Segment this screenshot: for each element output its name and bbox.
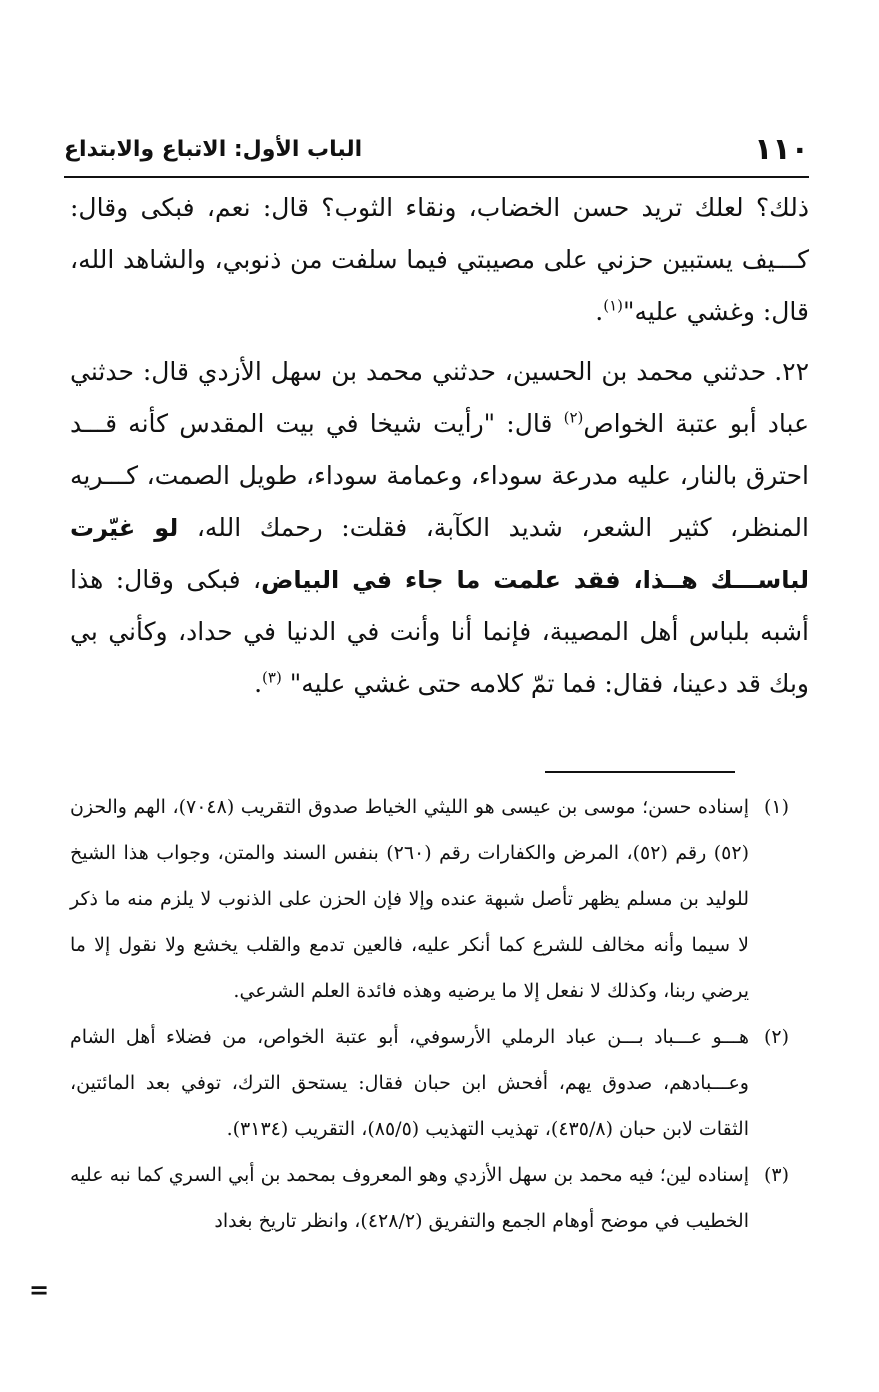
paragraph-1-text: ذلك؟ لعلك تريد حسن الخضاب، ونقاء الثوب؟ قال: نعم، فبكى وقال: كـــيف يستبين حزني على مصيبتي فيما سلفت من ذنوبي، والشاهد الله، قال: وغشي عليه": [70, 193, 809, 326]
hadith-text-part2: قال: "رأيت شيخا في بيت المقدس كأنه قـــد احترق بالنار، عليه مدرعة سوداء، وعمامة سوداء، طويل الصمت، كـــريه المنظر، كثير الشعر، شديد الكآبة، فقلت: رحمك الله،: [70, 409, 809, 542]
page-header: [64, 126, 809, 172]
footnote-number: (١): [763, 796, 789, 818]
footnote-ref-3: (٣): [262, 668, 282, 687]
page-number: ١١٠: [754, 131, 809, 167]
hadith-22: [70, 346, 809, 710]
footnote-number: (٣): [763, 1164, 789, 1186]
continuation-mark: =: [28, 1276, 50, 1304]
hadith-text-part3: ، فبكى وقال: هذا أشبه بلباس أهل المصيبة، فإنما أنا وأنت في الدنيا في حداد، وكأني بي وبك قد دعينا، فقال: فما تمّ كلامه حتى غشي عليه": [70, 565, 809, 698]
paragraph-1-tail: .: [595, 297, 604, 326]
paragraph-1: [70, 182, 809, 338]
hadith-bold-phrase: لو غيّرت لباســـك هــذا، فقد علمت ما جاء في البياض: [70, 514, 810, 594]
chapter-title: الباب الأول: الاتباع والابتداع: [64, 136, 363, 162]
footnote-ref-1: (١): [603, 296, 624, 315]
footnote-3: [70, 1152, 789, 1244]
footnote-1: [70, 784, 789, 1014]
header-rule: [64, 176, 809, 178]
main-text: [70, 182, 809, 710]
footnote-ref-2: (٢): [563, 408, 584, 427]
footnote-text: هـــو عـــباد بـــن عباد الرملي الأرسوفي، أبو عتبة الخواص، من فضلاء أهل الشام وعـــبادهم، صدوق يهم، أفحش ابن حبان فقال: يستحق الترك، توفي بعد المائتين، الثقات لابن حبان (٤٣٥/٨)، تهذيب التهذيب (٨٥/٥)، التقريب (٣١٣٤).: [70, 1026, 749, 1140]
footnote-text: إسناده حسن؛ موسى بن عيسى هو الليثي الخياط صدوق التقريب (٧٠٤٨)، الهم والحزن (٥٢) رقم (٥٢)، المرض والكفارات رقم (٢٦٠) بنفس السند والمتن، وجواب هذا الشيخ للوليد بن مسلم يظهر تأصل شبهة عنده وإلا فإن الحزن على الذنوب لا يلزم منه ما ذكر لا سيما وأنه مخالف للشرع كما أنكر عليه، فالعين تدمع والقلب يخشع ولا نقول إلا ما يرضي ربنا، وكذلك لا نفعل إلا ما يرضيه وهذه فائدة العلم الشرعي.: [70, 796, 749, 1002]
hadith-number: ٢٢.: [774, 357, 809, 386]
footnotes: [70, 784, 789, 1244]
footnote-text: إسناده لين؛ فيه محمد بن سهل الأزدي وهو المعروف بمحمد بن أبي السري كما نبه عليه الخطيب في موضح أوهام الجمع والتفريق (٤٢٨/٢)، وانظر تاريخ بغداد: [70, 1164, 749, 1232]
footnote-number: (٢): [763, 1026, 789, 1048]
footnote-separator: [545, 771, 735, 773]
hadith-text-part1: حدثني محمد بن الحسين، حدثني محمد بن سهل الأزدي قال: حدثني عباد أبو عتبة الخواص: [70, 357, 809, 438]
hadith-tail: .: [254, 669, 263, 698]
footnote-2: [70, 1014, 789, 1152]
